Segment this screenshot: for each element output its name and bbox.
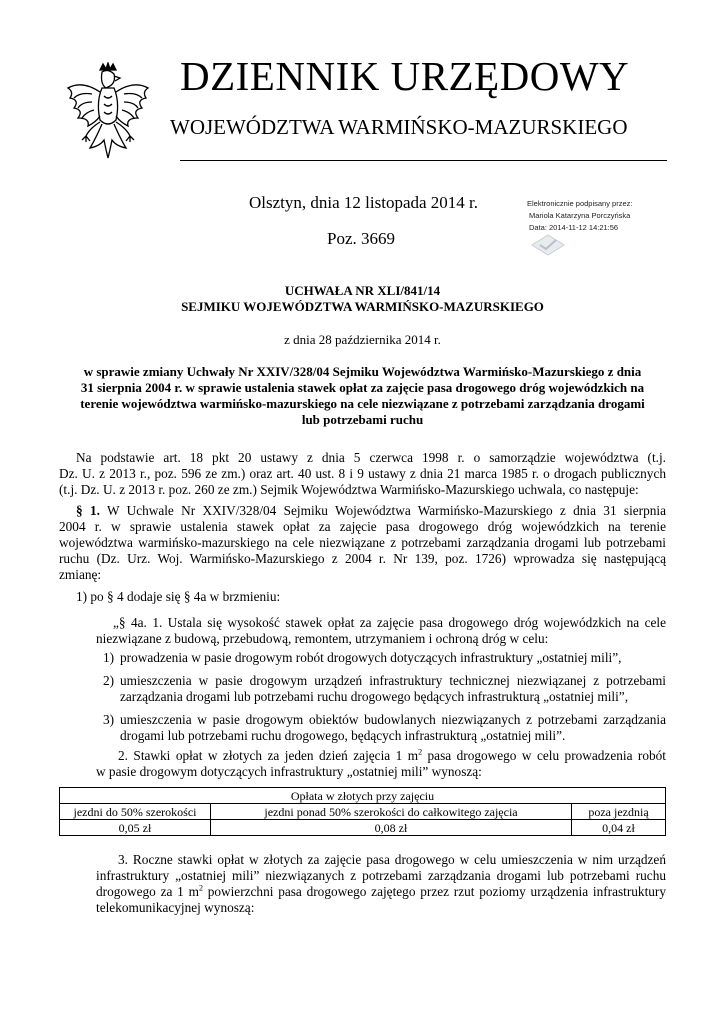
section-1-line: W Uchwale Nr XXIV/328/04 Sejmiku Województwa Warmińsko-Mazurskiego z dnia 31 sierpnia [99, 503, 666, 518]
subject-line: lub potrzebami ruchu [301, 412, 424, 427]
list-item [103, 650, 666, 666]
header-divider [180, 160, 667, 161]
superscript: 2 [198, 883, 203, 893]
section-1-line: zmianę: [59, 567, 102, 582]
superscript: 2 [418, 747, 423, 757]
point-1: 1) po § 4 dodaje się § 4a w brzmieniu: [76, 589, 281, 604]
section-1-mark: § 1. [76, 503, 100, 518]
s4a-par-3-line: 3. Roczne stawki opłat w złotych za zajęcie pasa drogowego w celu umieszczenia w nim urządzeń [118, 852, 666, 867]
list-item [103, 712, 666, 744]
item-list [103, 650, 666, 744]
item-number: 1) [103, 650, 115, 665]
item-number: 3) [103, 712, 115, 727]
resolution-number: UCHWAŁA NR XLI/841/14 [284, 283, 441, 298]
table-cell: 0,04 zł [572, 820, 666, 836]
signature-check-icon [530, 233, 566, 257]
eagle-emblem-icon [62, 62, 154, 166]
list-item [103, 673, 666, 705]
subject-line: w sprawie zmiany Uchwały Nr XXIV/328/04 Sejmiku Województwa Warmińsko-Mazurskiego z dnia [83, 364, 642, 379]
table-row [60, 820, 666, 836]
s4a-par-3-line: telekomunikacyjnej wynoszą: [96, 900, 255, 915]
s4a-par-2-line: w pasie drogowym dotyczących infrastruktury „ostatniej mili” wynoszą: [96, 764, 482, 779]
table-header-row [60, 788, 666, 804]
s4a-par-3 [96, 852, 666, 916]
section-1-line: województwa warmińsko-mazurskiego na cele niezwiązane z potrzebami zarządzania drogami lub potrzebami [59, 535, 666, 550]
section-1-line: ruchu (Dz. Urz. Woj. Warmińsko-Mazurskiego z 2004 r. Nr 139, poz. 1726) wprowadza się następującą [59, 551, 666, 566]
preamble [59, 450, 666, 498]
s4a-par-2-text: 2. Stawki opłat w złotych za jeden dzień zajęcia 1 m [118, 748, 419, 763]
subject-line: 31 sierpnia 2004 r. w sprawie ustalenia stawek opłat za zajęcie pasa drogowego dróg wojewódzkich na [80, 380, 645, 395]
journal-title: DZIENNIK URZĘDOWY [180, 53, 630, 99]
place-date: Olsztyn, dnia 12 listopada 2014 r. [249, 193, 479, 212]
signature-signer: Mariola Katarzyna Porczyńska [529, 211, 631, 220]
s4a-par-3-line: infrastruktury „ostatniej mili” niezwiązanych z potrzebami zarządzania drogami lub potrzebami ruchu [96, 868, 666, 883]
item-text: prowadzenia w pasie drogowym robót drogowych dotyczących infrastruktury „ostatniej mili”, [120, 650, 622, 665]
s4a-par-3-text: powierzchni pasa drogowego zajętego przez rzut poziomy urządzenia infrastruktury [202, 884, 667, 899]
electronic-signature [527, 198, 632, 234]
s4a-par-1-line: „§ 4a. 1. Ustala się wysokość stawek opłat za zajęcie pasa drogowego dróg wojewódzkich na cele [113, 615, 666, 630]
preamble-line: Dz. U. z 2013 r., poz. 596 ze zm.) oraz art. 40 ust. 8 i 9 ustawy z dnia 21 marca 1985 r. o drogach publicznych [59, 466, 666, 481]
table-row [60, 804, 666, 820]
s4a-par-1 [96, 615, 666, 647]
table-column-header: jezdni do 50% szerokości [60, 804, 211, 820]
resolution-body: SEJMIKU WOJEWÓDZTWA WARMIŃSKO-MAZURSKIEGO [181, 299, 544, 314]
signature-date: Data: 2014-11-12 14:21:56 [529, 223, 619, 232]
signature-line: Elektronicznie podpisany przez: [527, 199, 633, 208]
table-header: Opłata w złotych przy zajęciu [60, 788, 666, 804]
s4a-par-1-line: niezwiązane z budową, przebudową, remontem, utrzymaniem i ochroną dróg w celu: [96, 631, 549, 646]
item-text: drogami lub potrzebami ruchu drogowego, będących infrastrukturą „ostatniej mili”. [120, 728, 566, 743]
s4a-par-2-text: pasa drogowego w celu prowadzenia robót [422, 748, 667, 763]
section-1-line: 2004 r. w sprawie ustalenia stawek opłat za zajęcie pasa drogowego dróg wojewódzkich na terenie [59, 519, 666, 534]
fee-table [59, 787, 666, 836]
resolution-date: z dnia 28 października 2014 r. [284, 332, 441, 347]
preamble-line: Na podstawie art. 18 pkt 20 ustawy z dnia 5 czerwca 1998 r. o samorządzie województwa (t.j. [76, 450, 666, 465]
subject-line: terenie województwa warmińsko-mazurskiego na cele niezwiązane z potrzebami zarządzania drogami [80, 396, 645, 411]
s4a-par-2 [96, 748, 666, 780]
resolution-subject [0, 364, 725, 428]
item-number: 2) [103, 673, 115, 688]
s4a-par-3-text: drogowego za 1 m [96, 884, 199, 899]
section-1 [59, 503, 666, 583]
item-text: zarządzania drogami lub potrzebami ruchu drogowego będących infrastrukturą „ostatniej mili”, [120, 689, 629, 704]
item-text: umieszczenia w pasie drogowym obiektów budowlanych niezwiązanych z potrzebami zarządzania [120, 712, 666, 727]
table-column-header: poza jezdnią [572, 804, 666, 820]
table-cell: 0,05 zł [60, 820, 211, 836]
table-column-header: jezdni ponad 50% szerokości do całkowitego zajęcia [211, 804, 572, 820]
table-cell: 0,08 zł [211, 820, 572, 836]
journal-subtitle: WOJEWÓDZTWA WARMIŃSKO-MAZURSKIEGO [170, 115, 628, 139]
item-text: umieszczenia w pasie drogowym urządzeń infrastruktury technicznej niezwiązanej z potrzebami [120, 673, 666, 688]
position-number: Poz. 3669 [327, 229, 395, 248]
preamble-line: (t.j. Dz. U. z 2013 r. poz. 260 ze zm.) Sejmik Województwa Warmińsko-Mazurskiego uchwala, co następuje: [59, 482, 639, 497]
